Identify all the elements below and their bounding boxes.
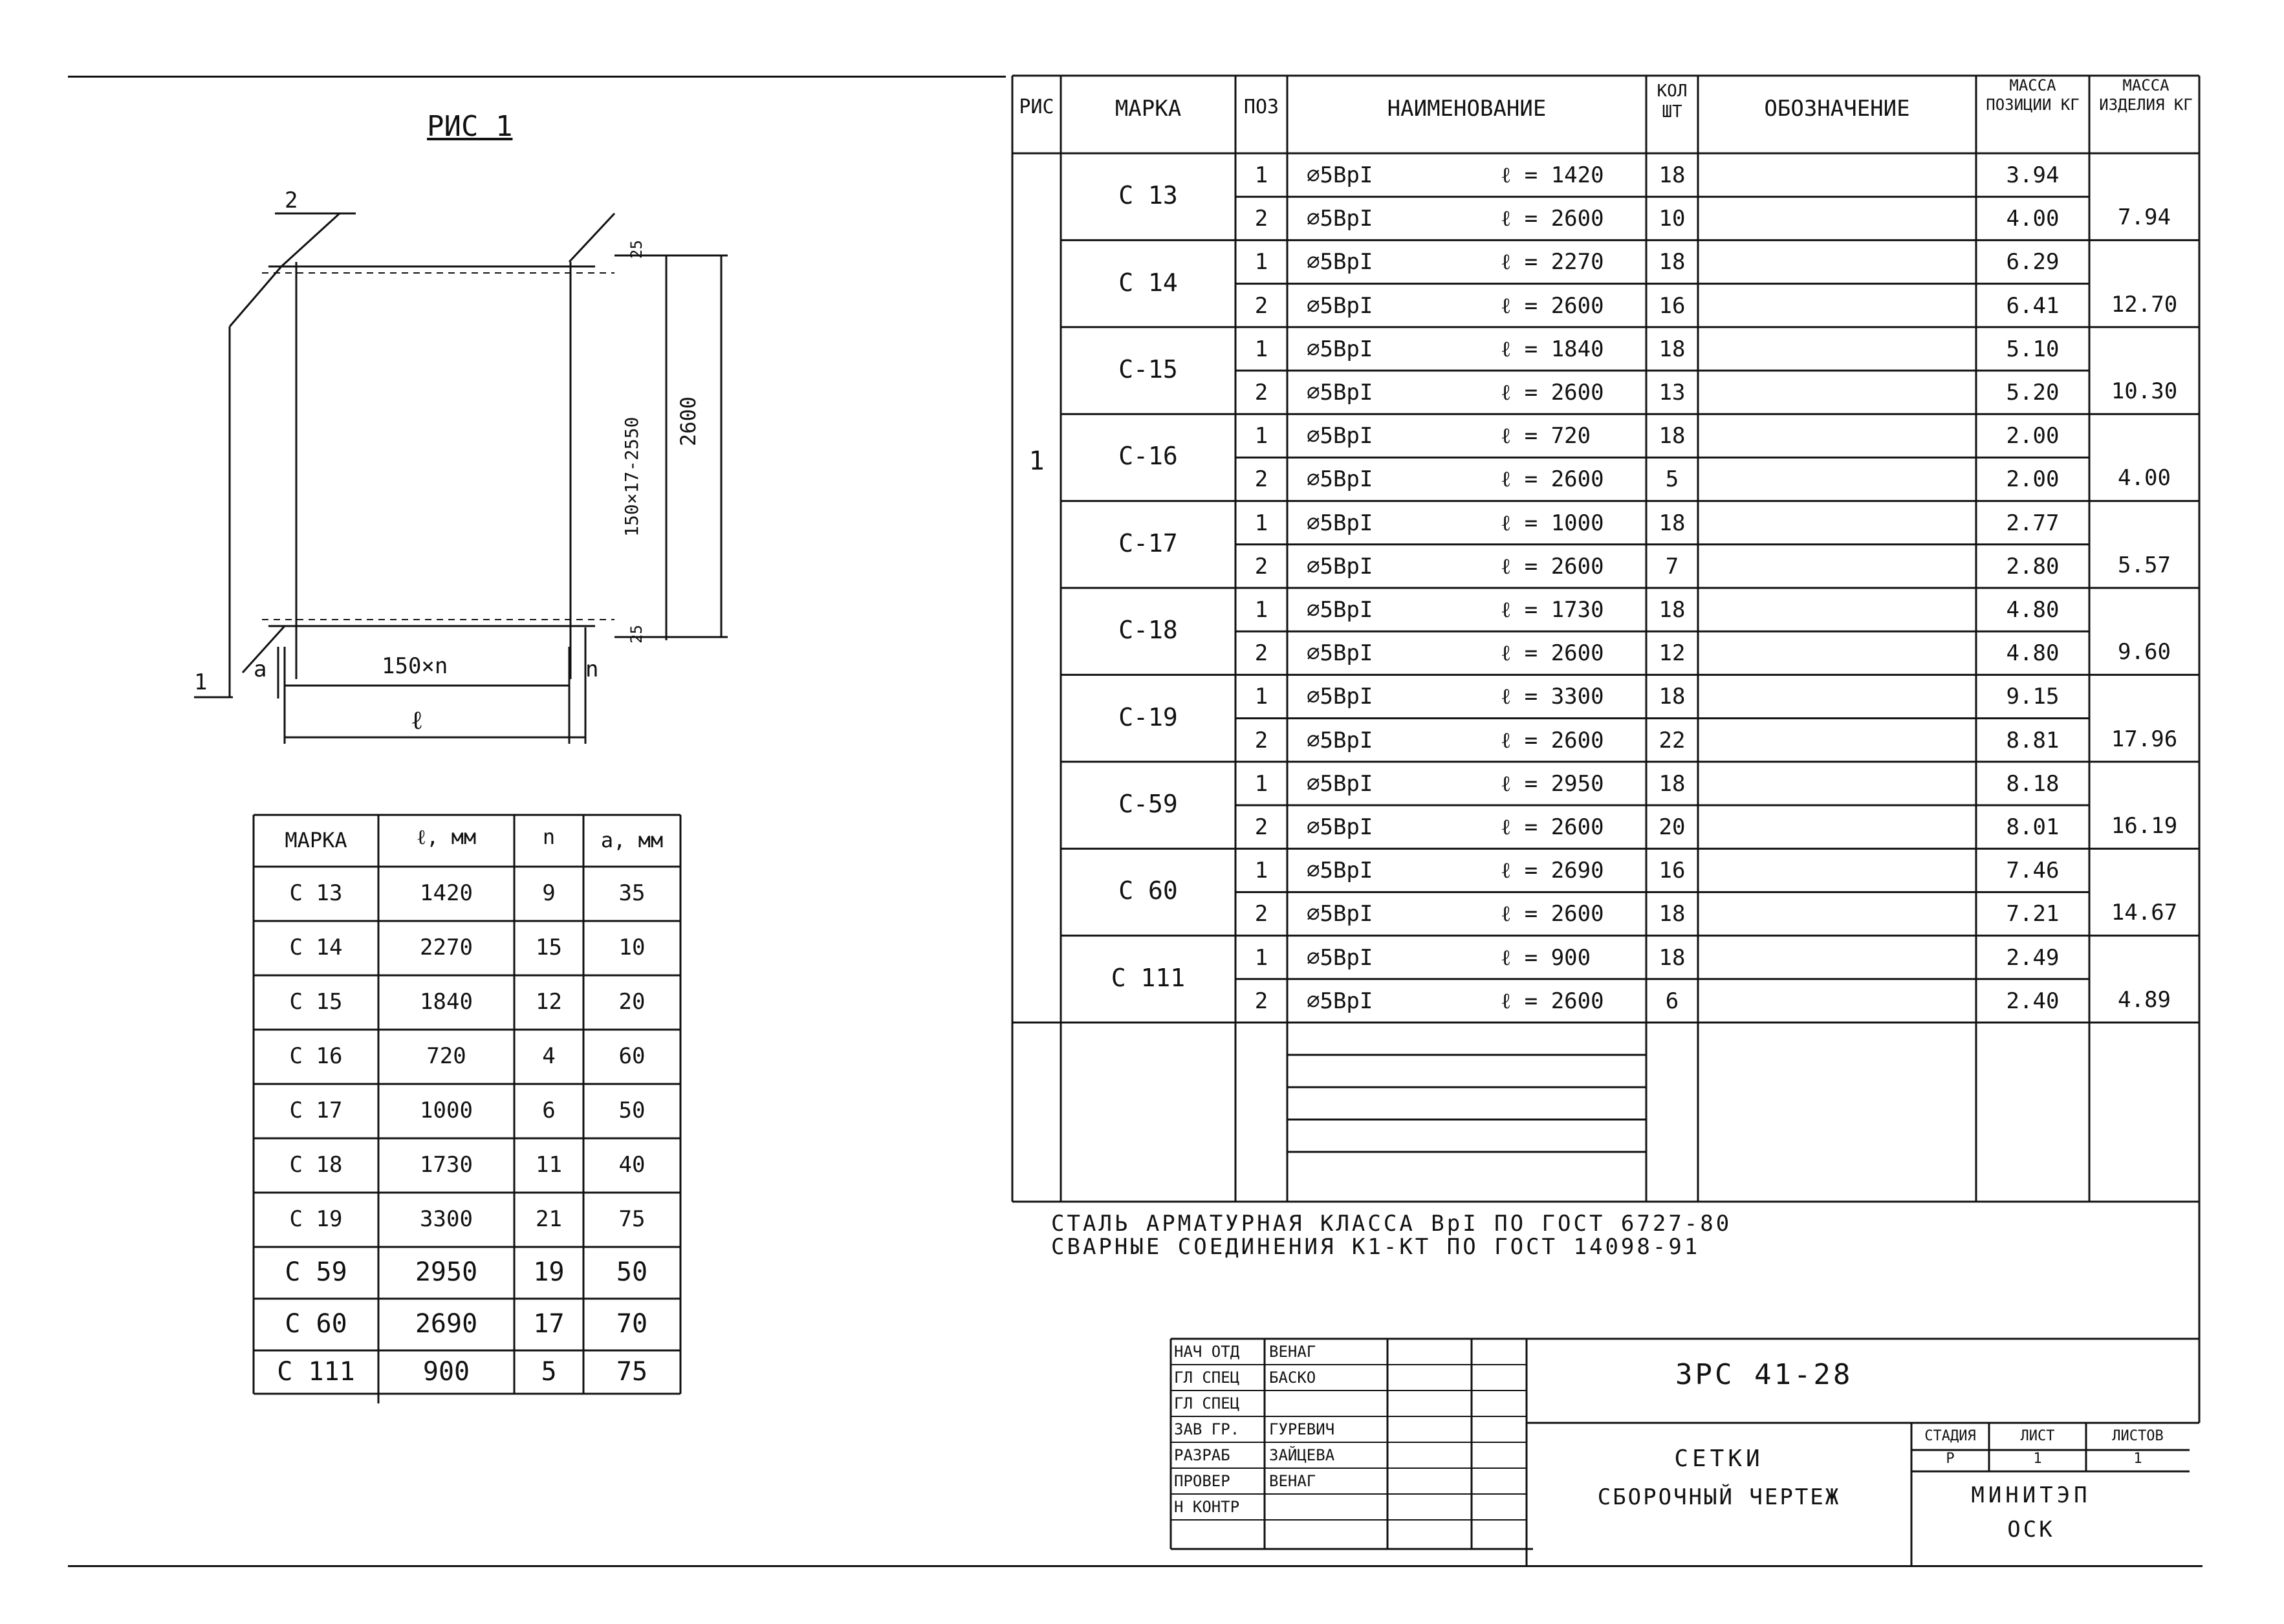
spec-poz: 1: [1254, 944, 1268, 971]
spec-marka: С 14: [1118, 268, 1178, 297]
spec-header-kol: КОЛ ШТ: [1657, 81, 1688, 122]
spec-header-marka: МАРКА: [1115, 96, 1182, 122]
spec-name: ⌀5ВрI: [1307, 249, 1373, 276]
spec-marka: С-19: [1118, 702, 1178, 731]
figure-dim-bottom: 25: [627, 625, 646, 644]
spec-mass-izd: 17.96: [2111, 726, 2178, 752]
spec-name: ⌀5ВрI: [1307, 988, 1373, 1014]
spec-length: ℓ = 2600: [1501, 988, 1604, 1014]
note-steel: СТАЛЬ АРМАТУРНАЯ КЛАССА ВрI ПО ГОСТ 6727-80: [1051, 1211, 1732, 1237]
params-cell: 35: [618, 880, 646, 906]
spec-header-name: НАИМЕНОВАНИЕ: [1387, 96, 1547, 122]
params-cell: 21: [536, 1206, 562, 1232]
spec-header-mass-izd: МАССА ИЗДЕЛИЯ КГ: [2099, 76, 2193, 114]
spec-name: ⌀5ВрI: [1307, 466, 1373, 493]
spec-name: ⌀5ВрI: [1307, 423, 1373, 449]
spec-name: ⌀5ВрI: [1307, 553, 1373, 579]
stamp-person: БАСКО: [1269, 1369, 1316, 1387]
spec-kol: 16: [1659, 292, 1686, 319]
spec-length: ℓ = 2600: [1501, 901, 1604, 927]
params-cell: 60: [618, 1043, 646, 1069]
spec-kol: 18: [1659, 684, 1686, 710]
stamp-sheet-value: 1: [2033, 1451, 2042, 1467]
spec-length: ℓ = 2600: [1501, 727, 1604, 753]
stamp-stage-header: СТАДИЯ: [1924, 1428, 1976, 1444]
figure-label-2: 2: [285, 188, 298, 213]
spec-name: ⌀5ВрI: [1307, 944, 1373, 971]
spec-poz: 2: [1254, 206, 1268, 232]
spec-poz: 1: [1254, 597, 1268, 623]
spec-mass-poz: 5.20: [2006, 380, 2060, 406]
spec-mass-poz: 9.15: [2006, 684, 2060, 710]
params-cell: С 14: [289, 935, 343, 960]
spec-marka: С-17: [1118, 528, 1178, 558]
spec-name: ⌀5ВрI: [1307, 727, 1373, 753]
note-welding: СВАРНЫЕ СОЕДИНЕНИЯ К1-КТ ПО ГОСТ 14098-91: [1051, 1234, 1701, 1260]
spec-poz: 2: [1254, 380, 1268, 406]
params-cell: С 17: [289, 1098, 343, 1123]
figure-label-n: n: [585, 656, 599, 682]
params-cell: 1730: [420, 1152, 473, 1178]
spec-mass-poz: 6.29: [2006, 249, 2060, 276]
spec-name: ⌀5ВрI: [1307, 206, 1373, 232]
params-cell: 70: [616, 1309, 648, 1339]
spec-kol: 6: [1665, 988, 1679, 1014]
spec-name: ⌀5ВрI: [1307, 162, 1373, 188]
spec-marka: С-59: [1118, 790, 1178, 818]
params-cell: 1840: [420, 989, 473, 1015]
spec-poz: 2: [1254, 988, 1268, 1014]
spec-marka: С 60: [1118, 876, 1178, 905]
spec-length: ℓ = 2270: [1501, 249, 1604, 276]
spec-length: ℓ = 2600: [1501, 553, 1604, 579]
spec-kol: 10: [1659, 206, 1686, 232]
stamp-role: ГЛ СПЕЦ: [1174, 1369, 1240, 1387]
stamp-sheets-value: 1: [2133, 1451, 2142, 1467]
spec-kol: 18: [1659, 336, 1686, 362]
spec-name: ⌀5ВрI: [1307, 770, 1373, 797]
spec-mass-izd: 16.19: [2111, 813, 2178, 839]
spec-poz: 2: [1254, 901, 1268, 927]
spec-name: ⌀5ВрI: [1307, 684, 1373, 710]
spec-header-ris: РИС: [1019, 96, 1054, 118]
spec-mass-poz: 2.80: [2006, 553, 2060, 579]
params-cell: 720: [426, 1043, 466, 1069]
spec-mass-poz: 2.00: [2006, 423, 2060, 449]
stamp-title-1: СЕТКИ: [1674, 1445, 1764, 1472]
params-cell: 3300: [420, 1206, 473, 1232]
stamp-person: ВЕНАГ: [1269, 1343, 1316, 1361]
params-cell: 900: [422, 1356, 470, 1387]
spec-length: ℓ = 1840: [1501, 336, 1604, 362]
params-cell: 40: [618, 1152, 646, 1178]
spec-poz: 2: [1254, 640, 1268, 667]
stamp-role: ГЛ СПЕЦ: [1174, 1394, 1240, 1413]
spec-length: ℓ = 900: [1501, 944, 1591, 971]
spec-mass-izd: 12.70: [2111, 291, 2178, 318]
spec-mass-izd: 4.00: [2118, 465, 2171, 492]
stamp-title-2: СБОРОЧНЫЙ ЧЕРТЕЖ: [1597, 1484, 1841, 1510]
spec-poz: 2: [1254, 727, 1268, 753]
spec-kol: 18: [1659, 162, 1686, 188]
spec-length: ℓ = 2600: [1501, 814, 1604, 840]
spec-mass-poz: 3.94: [2006, 162, 2060, 188]
spec-poz: 2: [1254, 292, 1268, 319]
spec-length: ℓ = 1420: [1501, 162, 1604, 188]
spec-kol: 7: [1665, 553, 1679, 579]
spec-kol: 18: [1659, 423, 1686, 449]
spec-mass-poz: 8.81: [2006, 727, 2060, 753]
spec-name: ⌀5ВрI: [1307, 336, 1373, 362]
params-cell: 50: [616, 1257, 648, 1287]
params-header-a: a, мм: [600, 828, 664, 852]
params-cell: С 60: [285, 1309, 347, 1339]
params-cell: 50: [618, 1098, 646, 1123]
figure-dim-total: ℓ: [411, 706, 424, 735]
spec-name: ⌀5ВрI: [1307, 640, 1373, 667]
spec-length: ℓ = 720: [1501, 423, 1591, 449]
params-header-n: n: [542, 825, 556, 849]
spec-mass-poz: 2.77: [2006, 510, 2060, 536]
params-cell: 1000: [420, 1098, 473, 1123]
spec-mass-poz: 6.41: [2006, 292, 2060, 319]
spec-length: ℓ = 2600: [1501, 380, 1604, 406]
stamp-role: ПРОВЕР: [1174, 1472, 1230, 1490]
spec-poz: 1: [1254, 249, 1268, 276]
spec-mass-poz: 2.00: [2006, 466, 2060, 493]
spec-length: ℓ = 1730: [1501, 597, 1604, 623]
spec-marka: С 13: [1118, 181, 1178, 210]
spec-length: ℓ = 2600: [1501, 466, 1604, 493]
spec-length: ℓ = 2600: [1501, 640, 1604, 667]
figure-dim-inner: 150×n: [382, 653, 448, 679]
stamp-role: Н КОНТР: [1174, 1498, 1240, 1516]
spec-length: ℓ = 2600: [1501, 292, 1604, 319]
params-cell: 9: [542, 880, 556, 906]
params-cell: С 59: [285, 1257, 347, 1287]
params-cell: 1420: [420, 880, 473, 906]
spec-mass-poz: 4.80: [2006, 597, 2060, 623]
params-cell: 19: [533, 1257, 565, 1287]
stamp-org-2: ОСК: [2007, 1517, 2055, 1543]
spec-mass-poz: 7.21: [2006, 901, 2060, 927]
spec-marka: С 111: [1111, 963, 1186, 992]
stamp-role: РАЗРАБ: [1174, 1446, 1230, 1464]
params-header-marka: МАРКА: [285, 828, 347, 852]
spec-marka: С-16: [1118, 442, 1178, 471]
spec-name: ⌀5ВрI: [1307, 292, 1373, 319]
params-cell: 75: [616, 1356, 648, 1387]
spec-length: ℓ = 2690: [1501, 858, 1604, 884]
spec-kol: 20: [1659, 814, 1686, 840]
stamp-person: ЗАЙЦЕВА: [1269, 1446, 1335, 1464]
spec-kol: 16: [1659, 858, 1686, 884]
figure-label-1: 1: [194, 669, 208, 695]
stamp-person: ВЕНАГ: [1269, 1472, 1316, 1490]
params-cell: 20: [618, 989, 646, 1015]
spec-poz: 2: [1254, 466, 1268, 493]
params-cell: С 16: [289, 1043, 343, 1069]
spec-mass-poz: 4.00: [2006, 206, 2060, 232]
figure-label-a: a: [254, 656, 267, 682]
spec-length: ℓ = 1000: [1501, 510, 1604, 536]
spec-poz: 1: [1254, 423, 1268, 449]
spec-mass-poz: 2.49: [2006, 944, 2060, 971]
spec-mass-poz: 7.46: [2006, 858, 2060, 884]
params-cell: С 15: [289, 989, 343, 1015]
figure-title: РИС 1: [427, 110, 513, 143]
spec-mass-poz: 2.40: [2006, 988, 2060, 1014]
stamp-role: НАЧ ОТД: [1174, 1343, 1240, 1361]
spec-name: ⌀5ВрI: [1307, 814, 1373, 840]
spec-kol: 18: [1659, 944, 1686, 971]
spec-poz: 1: [1254, 858, 1268, 884]
spec-mass-izd: 10.30: [2111, 378, 2178, 404]
spec-mass-izd: 7.94: [2118, 204, 2171, 231]
params-cell: 4: [542, 1043, 556, 1069]
spec-name: ⌀5ВрI: [1307, 510, 1373, 536]
spec-name: ⌀5ВрI: [1307, 901, 1373, 927]
spec-header-oboz: ОБОЗНАЧЕНИЕ: [1764, 96, 1910, 122]
spec-length: ℓ = 2950: [1501, 770, 1604, 797]
spec-poz: 2: [1254, 553, 1268, 579]
spec-poz: 1: [1254, 770, 1268, 797]
spec-header-poz: ПОЗ: [1243, 96, 1279, 118]
spec-ris-value: 1: [1028, 446, 1045, 476]
spec-kol: 18: [1659, 597, 1686, 623]
params-cell: 11: [536, 1152, 562, 1178]
stamp-role: ЗАВ ГР.: [1174, 1420, 1240, 1438]
spec-name: ⌀5ВрI: [1307, 858, 1373, 884]
spec-poz: 1: [1254, 162, 1268, 188]
params-cell: 2690: [415, 1309, 478, 1339]
params-cell: 75: [618, 1206, 646, 1232]
spec-mass-poz: 5.10: [2006, 336, 2060, 362]
spec-mass-poz: 4.80: [2006, 640, 2060, 667]
spec-kol: 18: [1659, 249, 1686, 276]
stamp-sheets-header: ЛИСТОВ: [2112, 1428, 2164, 1444]
stamp-person: ГУРЕВИЧ: [1269, 1420, 1335, 1438]
spec-length: ℓ = 2600: [1501, 206, 1604, 232]
params-cell: 2950: [415, 1257, 478, 1287]
params-cell: 15: [536, 935, 562, 960]
figure-dim-side: 150×17-2550: [621, 417, 642, 537]
params-cell: 12: [536, 989, 562, 1015]
spec-kol: 18: [1659, 770, 1686, 797]
spec-poz: 1: [1254, 684, 1268, 710]
spec-kol: 13: [1659, 380, 1686, 406]
stamp-stage-value: Р: [1946, 1451, 1955, 1467]
params-cell: С 111: [277, 1356, 355, 1387]
spec-name: ⌀5ВрI: [1307, 597, 1373, 623]
params-cell: 5: [541, 1356, 557, 1387]
params-cell: 17: [533, 1309, 565, 1339]
spec-poz: 1: [1254, 510, 1268, 536]
spec-marka: С-15: [1118, 355, 1178, 384]
spec-kol: 22: [1659, 727, 1686, 753]
params-cell: 6: [542, 1098, 556, 1123]
spec-mass-poz: 8.01: [2006, 814, 2060, 840]
spec-poz: 1: [1254, 336, 1268, 362]
spec-mass-izd: 5.57: [2118, 552, 2171, 578]
spec-length: ℓ = 3300: [1501, 684, 1604, 710]
spec-header-mass-poz: МАССА ПОЗИЦИИ КГ: [1986, 76, 2080, 114]
stamp-code: 3РС 41-28: [1675, 1358, 1853, 1391]
figure-dim-height: 2600: [676, 396, 701, 446]
figure-dim-top: 25: [627, 240, 646, 259]
params-cell: 10: [618, 935, 646, 960]
stamp-sheet-header: ЛИСТ: [2020, 1428, 2055, 1444]
spec-poz: 2: [1254, 814, 1268, 840]
spec-kol: 5: [1665, 466, 1679, 493]
spec-mass-izd: 9.60: [2118, 639, 2171, 666]
params-cell: С 18: [289, 1152, 343, 1178]
spec-kol: 18: [1659, 510, 1686, 536]
spec-marka: С-18: [1118, 616, 1178, 645]
spec-kol: 18: [1659, 901, 1686, 927]
spec-mass-izd: 4.89: [2118, 986, 2171, 1013]
params-cell: С 13: [289, 880, 343, 906]
spec-name: ⌀5ВрI: [1307, 380, 1373, 406]
spec-mass-poz: 8.18: [2006, 770, 2060, 797]
spec-mass-izd: 14.67: [2111, 900, 2178, 926]
params-header-length: ℓ, мм: [416, 825, 477, 849]
stamp-org-1: МИНИТЭП: [1971, 1482, 2091, 1508]
params-cell: С 19: [289, 1206, 343, 1232]
params-cell: 2270: [420, 935, 473, 960]
spec-kol: 12: [1659, 640, 1686, 667]
